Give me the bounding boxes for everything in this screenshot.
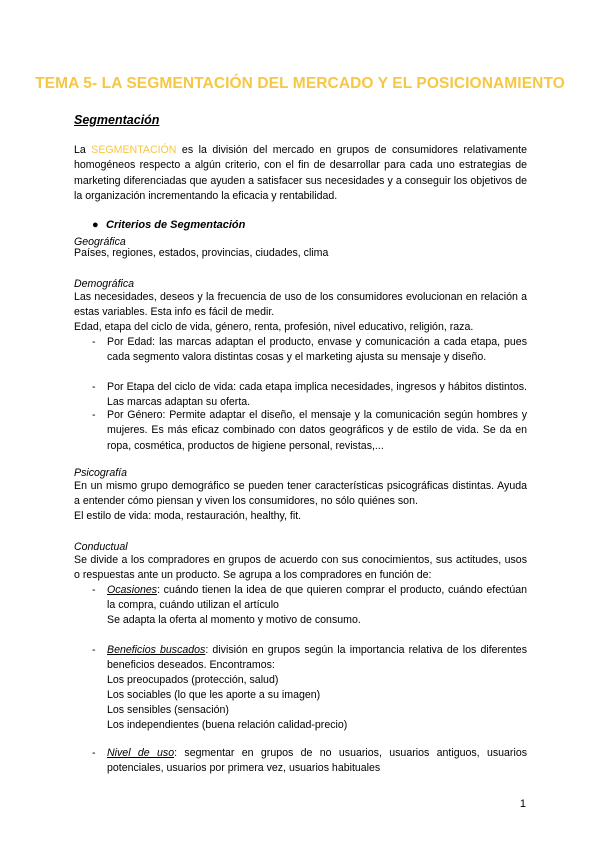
dash-icon: - (92, 381, 96, 393)
psicografia-text1: En un mismo grupo demográfico se pueden tener características psicográficas distintas. Ayuda a entender cómo piensan y viven los consumidores, no sólo quiénes son. (74, 480, 527, 508)
demografica-label: Demográfica (74, 278, 135, 290)
bullet-dot-icon: ● (92, 219, 99, 231)
list-item (92, 380, 527, 411)
list-item-text: Por Género: Permite adaptar el diseño, el mensaje y la comunicación según hombres y mujeres. Es más eficaz combinado con datos geográficos y de estilo de vida. Se da en ropa, cosmética, productos de higiene personal, revistas,... (107, 409, 527, 452)
list-item-text (107, 643, 527, 674)
intro-highlight: SEGMENTACIÓN (91, 144, 177, 156)
nivel-text: : segmentar en grupos de no usuarios, usuarios antiguos, usuarios potenciales, usuarios por primera vez, usuarios habituales (107, 747, 528, 775)
geografica-label: Geográfica (74, 236, 126, 248)
list-item-ocasiones (92, 583, 527, 614)
ocasiones-text: : cuándo tienen la idea de que quieren comprar el producto, cuándo efectúan la compra, cuándo utilizan el artículo (107, 584, 527, 612)
beneficios-label: Beneficios buscados (107, 644, 206, 656)
nivel-label: Nivel de uso (107, 747, 175, 759)
psicografia-text2: El estilo de vida: moda, restauración, healthy, fit. (74, 510, 302, 522)
intro-paragraph (74, 143, 527, 204)
criteria-heading: Criterios de Segmentación (106, 219, 246, 231)
list-item-text (107, 583, 527, 614)
ocasiones-label: Ocasiones (107, 584, 158, 596)
intro-pre: La (74, 144, 92, 156)
page-number: 1 (519, 798, 526, 810)
beneficios-item: Los preocupados (protección, salud) (107, 674, 279, 686)
beneficios-item: Los sensibles (sensación) (107, 704, 229, 716)
intro-post: es la división del mercado en grupos de consumidores relativamente homogéneos respecto a algún criterio, con el fin de desarrollar para cada uno estrategias de marketing diferenciadas que ayuden a satisfacer sus necesidades y a conseguir los objetivos de la organización incrementando la eficacia y rentabilidad. (74, 144, 527, 202)
psicografia-label: Psicografía (74, 467, 127, 479)
section-heading: Segmentación (74, 113, 160, 127)
criteria-bullet (92, 219, 245, 231)
list-item-nivel (92, 746, 527, 777)
conductual-label: Conductual (74, 541, 128, 553)
list-item-text: Por Edad: las marcas adaptan el producto, envase y comunicación a cada etapa, pues cada segmento valora distintas cosas y el marketing ajusta su mensaje y diseño. (107, 336, 527, 364)
document-title: TEMA 5- LA SEGMENTACIÓN DEL MERCADO Y EL POSICIONAMIENTO (35, 75, 565, 92)
beneficios-item: Los sociables (lo que les aporte a su imagen) (107, 689, 321, 701)
dash-icon: - (92, 409, 96, 421)
dash-icon: - (92, 747, 96, 759)
dash-icon: - (92, 584, 96, 596)
list-item (92, 335, 527, 366)
demografica-text1: Las necesidades, deseos y la frecuencia de uso de los consumidores evolucionan en relación a estas variables. Esta info es fácil de medir. (74, 291, 527, 319)
beneficios-text: : división en grupos según la importancia relativa de los diferentes beneficios deseados. Encontramos: (107, 644, 527, 672)
list-item-beneficios (92, 643, 527, 674)
beneficios-item: Los independientes (buena relación calidad-precio) (107, 719, 348, 731)
list-item (92, 408, 527, 454)
dash-icon: - (92, 644, 96, 656)
dash-icon: - (92, 336, 96, 348)
list-item-text (107, 746, 527, 777)
demografica-text2: Edad, etapa del ciclo de vida, género, renta, profesión, nivel educativo, religión, raza. (74, 321, 474, 333)
geografica-text: Países, regiones, estados, provincias, ciudades, clima (74, 247, 329, 259)
list-item-text: Por Etapa del ciclo de vida: cada etapa implica necesidades, ingresos y hábitos distintos. Las marcas adaptan su oferta. (107, 381, 527, 409)
conductual-text: Se divide a los compradores en grupos de acuerdo con sus conocimientos, sus actitudes, usos o respuestas ante un producto. Se agrupa a los compradores en función de: (74, 554, 527, 582)
ocasiones-extra: Se adapta la oferta al momento y motivo de consumo. (107, 614, 361, 626)
